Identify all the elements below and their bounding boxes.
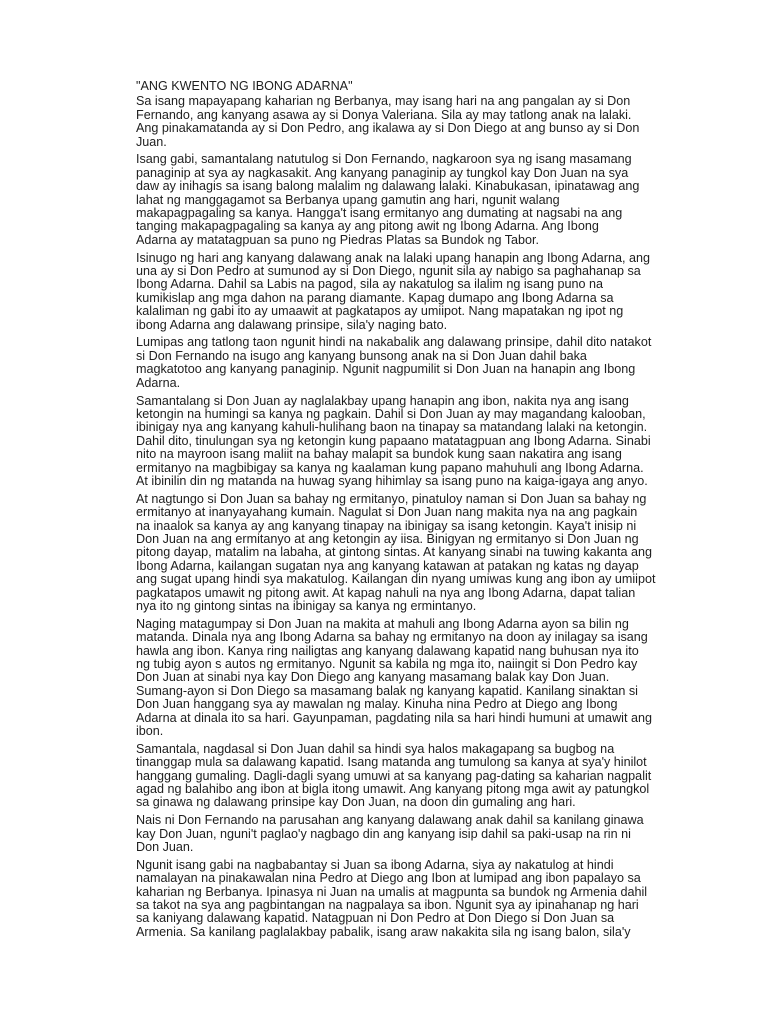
text-line: Adarna ay matatagpuan sa puno ng Piedras Platas sa Bundok ng Tabor. — [136, 232, 540, 247]
text-line: tanging makapagpagaling sa kanya ay ang pitong awit ng Ibong Adarna. Ang Ibong — [136, 219, 599, 234]
text-line: Adarna. — [136, 375, 181, 390]
paragraph — [136, 493, 660, 614]
text-line: Sumang-ayon si Don Diego sa masamang balak ng kanyang kapatid. Kanilang sinaktan si — [136, 683, 638, 698]
text-line: pagkatapos umawit ng pitong awit. At kapag nahuli na nya ang Ibong Adarna, dapat talian — [136, 585, 636, 600]
text-line: sa kaniyang dalawang kapatid. Natagpuan ni Don Pedro at Don Diego si Don Juan sa — [136, 911, 615, 926]
text-line: Dahil dito, tinulungan sya ng ketongin kung papaano matatagpuan ang Ibong Adarna. Sinabi — [136, 433, 651, 448]
text-line: Ibong Adarna. Dahil sa Labis na pagod, sila ay nakatulog sa ilalim ng isang puno na — [136, 277, 603, 292]
document-body — [136, 95, 660, 939]
text-line: Fernando, ang kanyang asawa ay si Donya Valeriana. Sila ay may tatlong anak na lalaki. — [136, 107, 632, 122]
text-line: si Don Fernando na isugo ang kanyang bunsong anak na si Don Juan dahil baka — [136, 348, 587, 363]
text-line: namalayan na pinakawalan nina Pedro at Diego ang Ibon at lumipad ang ibon papalayo sa — [136, 871, 641, 886]
text-line: hawla ang ibon. Kanya ring nailigtas ang kanyang dalawang kapatid nang buhusan nya ito — [136, 643, 639, 658]
text-line: At nagtungo si Don Juan sa bahay ng ermitanyo, pinatuloy naman si Don Juan sa bahay ng — [136, 491, 647, 506]
text-line: kay Don Juan, nguni't paglao'y nagbago din ang kanyang isip dahil sa paki-usap na rin ni — [136, 826, 631, 841]
text-line: sa ginawa ng dalawang prinsipe kay Don Juan, na doon din gumaling ang hari. — [136, 795, 576, 810]
text-line: Isang gabi, samantalang natutulog si Don Fernando, nagkaroon sya ng isang masamang — [136, 152, 632, 167]
text-line: Lumipas ang tatlong taon ngunit hindi na nakabalik ang dalawang prinsipe, dahil dito natakot — [136, 335, 652, 350]
paragraph — [136, 618, 660, 739]
text-line: ang sugat upang hindi sya makatulog. Kailangan din nyang umiwas kung ang ibon ay umiipot — [136, 572, 656, 587]
text-line: agad ng balahibo ang ibon at bigla itong umawit. Ang kanyang pitong mga awit ay patungkol — [136, 782, 650, 797]
text-line: Don Juan at sinabi nya kay Don Diego ang kanyang masamang balak kay Don Juan. — [136, 670, 610, 685]
paragraph — [136, 743, 660, 810]
text-line: Don Juan na ang ermitanyo at ang ketongin ay iisa. Binigyan ng ermitanyo si Don Juan ng — [136, 531, 639, 546]
text-line: tinanggap mula sa dalawang kapatid. Isang matanda ang tumulong sa kanya at sya'y hinilot — [136, 755, 647, 770]
text-line: Ang pinakamatanda ay si Don Pedro, ang ikalawa ay si Don Diego at ang bunso ay si Don — [136, 121, 640, 136]
text-line: hanggang gumaling. Dagli-dagli syang umuwi at sa kanyang pag-dating sa kaharian nagpalit — [136, 768, 652, 783]
text-line: matanda. Dinala nya ang Ibong Adarna sa bahay ng ermitanyo na doon ay inilagay sa isang — [136, 630, 648, 645]
text-line: Ngunit isang gabi na nagbabantay si Juan sa ibong Adarna, siya ay nakatulog at hindi — [136, 857, 614, 872]
text-line: daw ay inihagis sa isang balong malalim ng dalawang lalaki. Kinabukasan, ipinatawag ang — [136, 179, 640, 194]
text-line: ibinigay nya ang kanyang kahuli-hulihang baon na tinapay sa matandang lalaki na ketongin. — [136, 420, 648, 435]
text-line: Don Juan hanggang sya ay mawalan ng malay. Kinuha nina Pedro at Diego ang Ibong — [136, 697, 618, 712]
text-line: nito na mayroon isang maliit na bahay malapit sa bundok kung saan nakatira ang isang — [136, 447, 622, 462]
text-line: Don Juan. — [136, 840, 194, 855]
text-line: ermitanyo na magbibigay sa kanya ng kaalaman kung papano mahuhuli ang Ibong Adarna. — [136, 460, 644, 475]
document-title: "ANG KWENTO NG IBONG ADARNA" — [136, 79, 353, 93]
text-line: panaginip at sya ay nagkasakit. Ang kanyang panaginip ay tungkol kay Don Juan na sya — [136, 165, 629, 180]
text-line: Samantala, nagdasal si Don Juan dahil sa hindi sya halos makagapang sa bugbog na — [136, 741, 615, 756]
text-line: ibong Adarna ang dalawang prinsipe, sila'y naging bato. — [136, 317, 448, 332]
text-line: ketongin na humingi sa kanya ng pagkain. Dahil si Don Juan ay may magandang kalooban, — [136, 406, 646, 421]
text-line: Naging matagumpay si Don Juan na makita at mahuli ang Ibong Adarna ayon sa bilin ng — [136, 616, 629, 631]
text-line: sa takot na sya ang pagbintangan na nagpalaya sa ibon. Ngunit sya ay ipinahanap ng hari — [136, 898, 639, 913]
text-line: nya ito ng gintong sintas na ibinigay sa kanya ng ermintanyo. — [136, 598, 477, 613]
paragraph — [136, 859, 660, 939]
text-line: lahat ng manggagamot sa Berbanya upang gamutin ang hari, ngunit walang — [136, 192, 560, 207]
text-line: magkatotoo ang kanyang panaginip. Ngunit nagpumilit si Don Juan na hanapin ang Ibong — [136, 362, 636, 377]
text-line: makapagpagaling sa kanya. Hangga't isang ermitanyo ang dumating at nagsabi na ang — [136, 206, 623, 221]
text-line: Armenia. Sa kanilang paglalakbay pabalik, isang araw nakakita sila ng isang balon, sila'y — [136, 924, 631, 939]
text-line: Nais ni Don Fernando na parusahan ang kanyang dalawang anak dahil sa kanilang ginawa — [136, 813, 644, 828]
text-line: Isinugo ng hari ang kanyang dalawang anak na lalaki upang hanapin ang Ibong Adarna, ang — [136, 250, 650, 265]
text-line: una ay si Don Pedro at sumunod ay si Don Diego, ngunit sila ay nabigo sa paghahanap sa — [136, 264, 641, 279]
paragraph — [136, 814, 660, 854]
text-line: Juan. — [136, 134, 167, 149]
paragraph — [136, 252, 660, 332]
text-line: ibon. — [136, 724, 164, 739]
paragraph — [136, 153, 660, 247]
text-line: na inaalok sa kanya ay ang kanyang tinapay na ibinigay sa isang ketongin. Kaya't inisip ni — [136, 518, 637, 533]
text-line: ng tubig ayon s autos ng ermitanyo. Ngunit sa kabila ng mga ito, naiingit si Don Pedro kay — [136, 657, 638, 671]
paragraph — [136, 395, 660, 489]
text-line: Sa isang mapayapang kaharian ng Berbanya, may isang hari na ang pangalan ay si Don — [136, 94, 631, 109]
document-page — [136, 80, 660, 944]
text-line: At ibinilin din ng matanda na huwag syang hihimlay sa isang puno na kaiga-igaya ang anyo. — [136, 473, 648, 488]
text-line: ermitanyo at inanyayahang kumain. Nagulat si Don Juan nang makita nya na ang pagkain — [136, 505, 638, 520]
paragraph — [136, 95, 660, 149]
text-line: kaharian ng Berbanya. Ipinasya ni Juan na umalis at magpunta sa bundok ng Armenia dahil — [136, 884, 648, 899]
paragraph — [136, 336, 660, 390]
text-line: Samantalang si Don Juan ay naglalakbay upang hanapin ang ibon, nakita nya ang isang — [136, 393, 629, 408]
text-line: Ibong Adarna, kailangan sugatan nya ang kanyang katawan at patakan ng katas ng dayap — [136, 558, 639, 573]
text-line: kalaliman ng gabi ito ay umaawit at pagkatapos ay umiipot. Nang mapatakan ng ipot ng — [136, 304, 624, 319]
text-line: pitong dayap, matalim na labaha, at gintong sintas. At kanyang sinabi na tuwing kakanta ang — [136, 545, 652, 560]
text-line: Adarna at dinala ito sa hari. Gayunpaman, pagdating nila sa hari hindi humuni at umawit ang — [136, 710, 652, 725]
text-line: kumikislap ang mga dahon na parang diamante. Kapag dumapo ang Ibong Adarna sa — [136, 290, 614, 305]
